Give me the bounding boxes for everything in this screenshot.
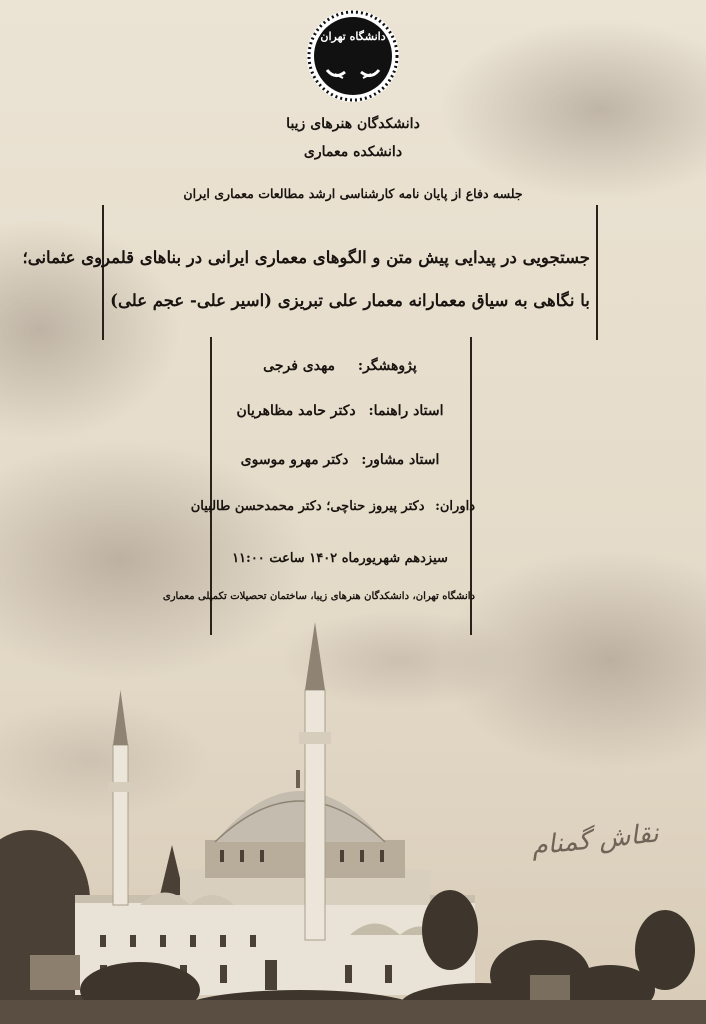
judges-names: دکتر پیروز حناچی؛ دکتر محمدحسن طالبیان xyxy=(190,499,425,514)
defense-date: سیزدهم شهریورماه ۱۴۰۲ ساعت ۱۱:۰۰ xyxy=(232,551,448,566)
researcher-label: پژوهشگر: xyxy=(357,358,417,374)
researcher-name: مهدی فرجی xyxy=(263,358,336,374)
title-left-rule xyxy=(102,205,104,340)
school-name: دانشکده معماری xyxy=(303,144,403,160)
defense-location: دانشگاه تهران، دانشکدگان هنرهای زیبا، ساختمان تحصیلات تکمیلی معماری xyxy=(162,591,475,602)
university-logo xyxy=(305,8,401,104)
judges-row xyxy=(190,499,475,514)
logo-text: دانشگاه تهران xyxy=(320,30,386,43)
thesis-title-line-2: با نگاهی به سیاق معمارانه معمار علی تبریزی (اسیر علی- عجم علی) xyxy=(110,291,590,310)
session-title: جلسه دفاع از پایان نامه کارشناسی ارشد مطالعات معماری ایران xyxy=(183,186,523,201)
advisor-row xyxy=(218,403,462,419)
judges-label: داوران: xyxy=(435,499,475,514)
thesis-title-line-1: جستجویی در پیدایی پیش متن و الگوهای معماری ایرانی در بناهای قلمروی عثمانی؛ xyxy=(22,248,590,267)
researcher-row xyxy=(218,358,462,374)
advisor-name: دکتر حامد مظاهریان xyxy=(236,403,356,419)
consultant-name: دکتر مهرو موسوی xyxy=(240,452,349,468)
faculty-name: دانشکدگان هنرهای زیبا xyxy=(286,116,420,132)
title-right-rule xyxy=(596,205,598,340)
painter-signature: نقاش گمنام xyxy=(529,818,661,862)
consultant-row xyxy=(218,452,462,468)
advisor-label: استاد راهنما: xyxy=(368,403,444,419)
consultant-label: استاد مشاور: xyxy=(361,452,440,468)
